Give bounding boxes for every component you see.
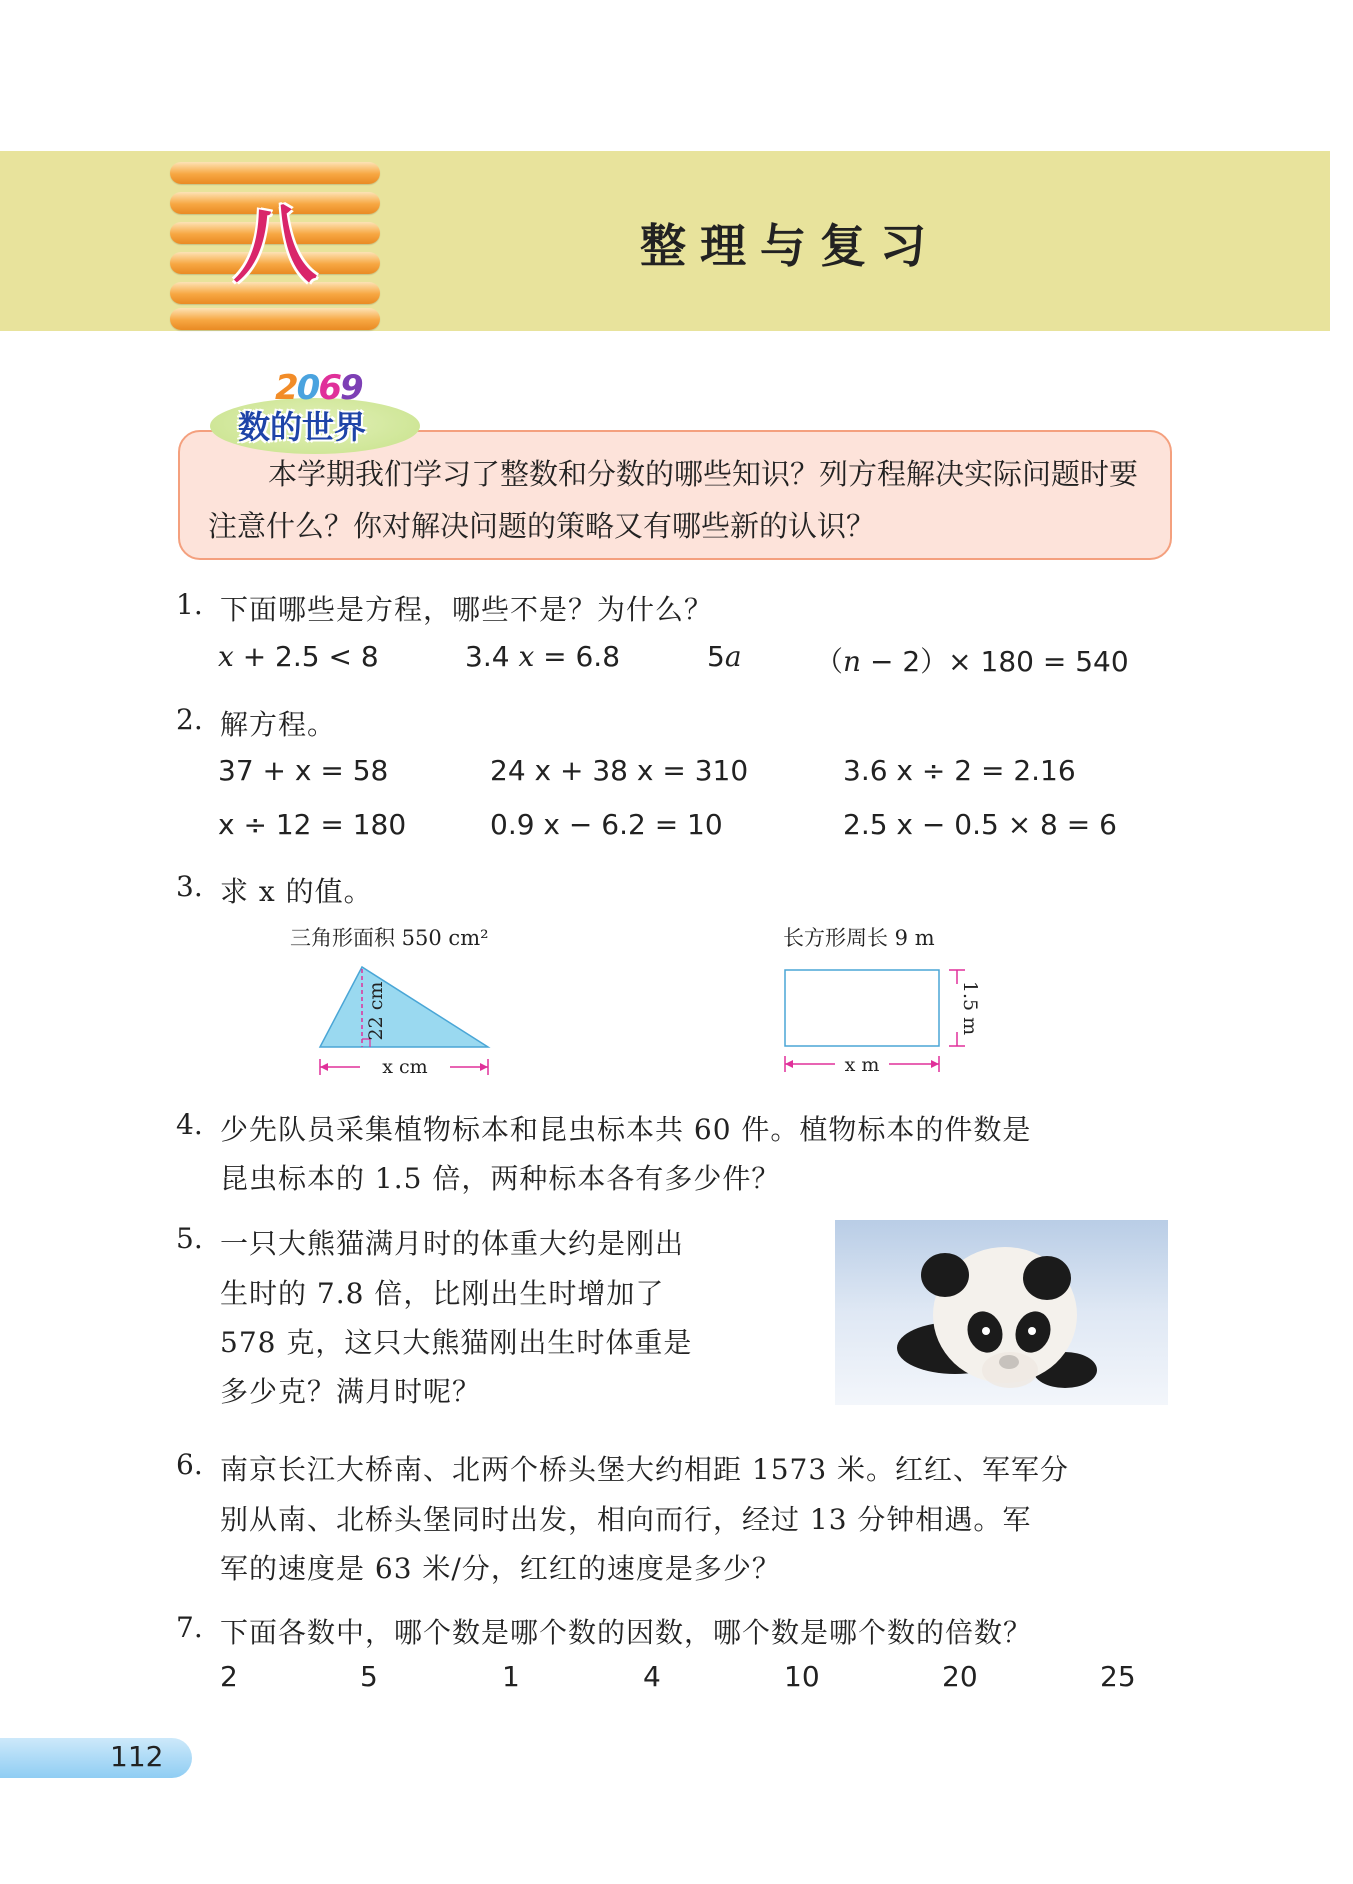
section-digits-logo: 2069	[275, 368, 362, 408]
triangle-base-label: x cm	[382, 1056, 428, 1078]
section-title: 数的世界	[238, 408, 367, 446]
rectangle-figure	[775, 960, 985, 1080]
triangle-shape	[320, 967, 488, 1047]
chapter-title: 整理与复习	[640, 219, 940, 273]
question-number: 7.	[176, 1611, 203, 1644]
question-6-line: 别从南、北桥头堡同时出发，相向而行，经过 13 分钟相遇。军	[220, 1503, 1032, 1536]
q7-number: 10	[784, 1660, 820, 1693]
rectangle-length-label: x m	[844, 1054, 880, 1076]
question-number: 1.	[176, 588, 203, 621]
question-number: 5.	[176, 1222, 203, 1255]
q7-number: 1	[502, 1660, 520, 1693]
q1-expression: 3.4 x = 6.8	[465, 640, 621, 673]
question-number: 3.	[176, 870, 203, 903]
banner-stripe	[170, 162, 380, 184]
triangle-height-label: 22 cm	[365, 981, 387, 1041]
question-4-line: 少先队员采集植物标本和昆虫标本共 60 件。植物标本的件数是	[220, 1113, 1032, 1146]
arrow-left	[320, 1063, 328, 1071]
question-number: 6.	[176, 1448, 203, 1481]
arrow-right	[931, 1060, 939, 1068]
q7-number: 2	[220, 1660, 238, 1693]
question-6-line: 南京长江大桥南、北两个桥头堡大约相距 1573 米。红红、军军分	[220, 1453, 1070, 1486]
equation: 0.9 x − 6.2 = 10	[490, 808, 723, 841]
triangle-caption: 三角形面积 550 cm²	[290, 926, 489, 950]
equation: 37 + x = 58	[218, 754, 389, 787]
question-2-text: 解方程。	[220, 708, 337, 741]
panda-photo	[835, 1220, 1168, 1405]
equation: 24 x + 38 x = 310	[490, 754, 749, 787]
chapter-number: 八	[232, 196, 317, 294]
rectangle-shape	[785, 970, 939, 1046]
question-7-text: 下面各数中，哪个数是哪个数的因数，哪个数是哪个数的倍数？	[220, 1616, 1033, 1649]
page-number: 112	[110, 1740, 164, 1773]
q7-number: 20	[942, 1660, 978, 1693]
equation: 3.6 x ÷ 2 = 2.16	[843, 754, 1076, 787]
question-6-line: 军的速度是 63 米/分，红红的速度是多少？	[220, 1552, 781, 1585]
intro-text: 本学期我们学习了整数和分数的哪些知识？列方程解决实际问题时要注意什么？你对解决问题的策略又有哪些新的认识？	[208, 457, 1139, 543]
question-number: 2.	[176, 703, 203, 736]
question-3-text: 求 x 的值。	[220, 875, 373, 908]
arrow-left	[785, 1060, 793, 1068]
rectangle-width-label: 1.5 m	[959, 980, 981, 1036]
q1-expression: （n − 2）× 180 = 540	[815, 645, 1129, 678]
question-5-line: 一只大熊猫满月时的体重大约是刚出	[220, 1227, 685, 1260]
arrow-right	[480, 1063, 488, 1071]
question-5-line: 多少克？满月时呢？	[220, 1375, 482, 1408]
rectangle-caption: 长方形周长 9 m	[783, 926, 935, 950]
question-4-line: 昆虫标本的 1.5 倍，两种标本各有多少件？	[220, 1162, 781, 1195]
banner-stripe	[170, 308, 380, 330]
triangle-figure	[300, 955, 510, 1085]
equation: 2.5 x − 0.5 × 8 = 6	[843, 808, 1117, 841]
question-1-text: 下面哪些是方程，哪些不是？为什么？	[220, 593, 714, 626]
question-number: 4.	[176, 1108, 203, 1141]
q7-number: 25	[1100, 1660, 1136, 1693]
q7-number: 4	[643, 1660, 661, 1693]
question-5-line: 578 克，这只大熊猫刚出生时体重是	[220, 1326, 693, 1359]
q1-expression: x + 2.5 < 8	[218, 640, 379, 673]
q1-expression: 5a	[707, 640, 742, 673]
equation: x ÷ 12 = 180	[218, 808, 407, 841]
question-5-line: 生时的 7.8 倍，比刚出生时增加了	[220, 1277, 665, 1310]
q7-number: 5	[360, 1660, 378, 1693]
